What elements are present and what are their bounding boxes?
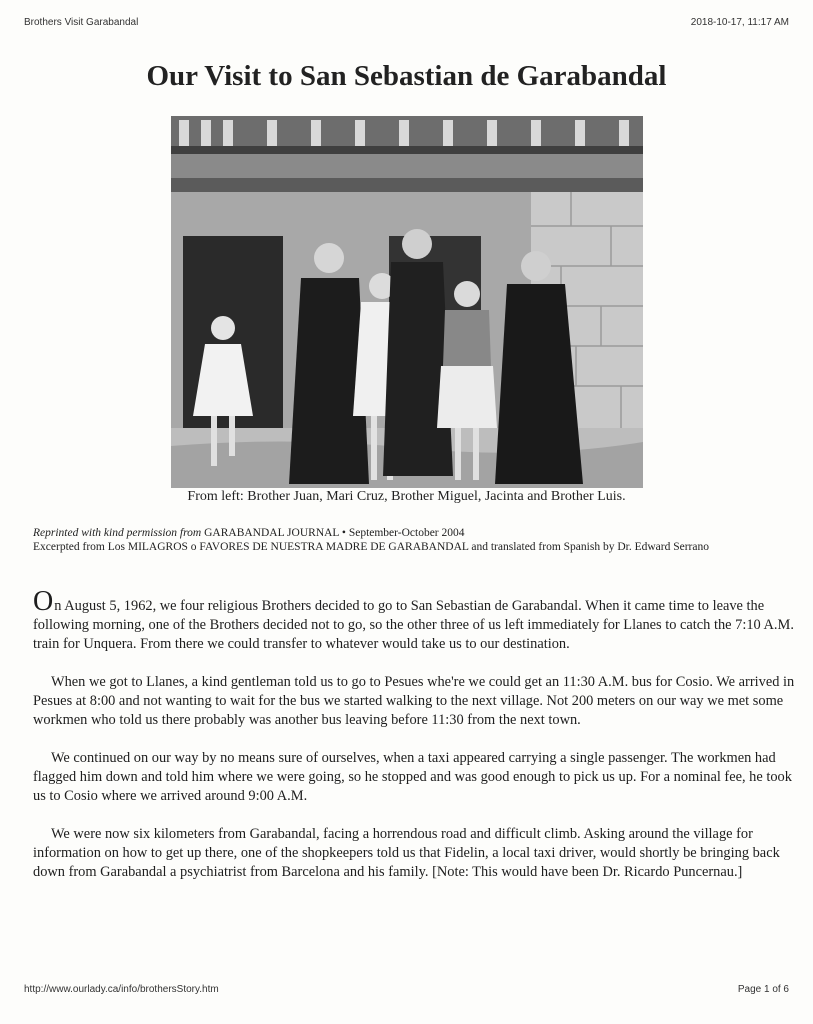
page-title: Our Visit to San Sebastian de Garabandal: [146, 60, 667, 92]
photo-caption: From left: Brother Juan, Mari Cruz, Brother Miguel, Jacinta and Brother Luis.: [187, 489, 626, 504]
footer-url[interactable]: http://www.ourlady.ca/info/brothersStory.htm: [24, 984, 219, 995]
print-footer: [24, 984, 789, 998]
paragraph-4: We were now six kilometers from Garabandal, facing a horrendous road and difficult climb. Asking around the village for information on how to get up there, one of the shopkeepers told us that Fidelin, a local taxi driver, would shortly be bringing back down from Garabandal a psychiatrist from Barcelona and his family. [Note: This would have been Dr. Ricardo Puncernau.]: [33, 826, 780, 880]
reprint-prefix: Reprinted with kind permission from: [33, 527, 202, 539]
reprint-credits: [33, 526, 793, 554]
group-photo-illustration: [171, 116, 643, 488]
journal-issue: September-October 2004: [348, 527, 465, 539]
paragraph-3: We continued on our way by no means sure of ourselves, when a taxi appeared carrying a single passenger. The workmen had flagged him down and told him where we were going, so he stopped and was good enough to pick us up. For a nominal fee, he took us to Cosio where we arrived around 9:00 A.M.: [33, 750, 792, 804]
reprint-line: [33, 526, 793, 540]
bullet-separator: •: [341, 527, 346, 539]
paragraph-1: [33, 586, 795, 654]
paragraph-2: When we got to Llanes, a kind gentleman told us to go to Pesues whe're we could get an 11:30 A.M. bus for Cosio. We arrived in Pesues at 8:00 and not wanting to wait for the bus we started walking to the next village. Not 200 meters on our way we met some workmen who told us there probably was another bus leaving before 11:30 from the next town.: [33, 674, 795, 728]
journal-name: GARABANDAL JOURNAL: [204, 527, 340, 539]
group-photo: [171, 116, 643, 488]
excerpt-line: Excerpted from Los MILAGROS o FAVORES DE NUESTRA MADRE DE GARABANDAL and translated from Spanish by Dr. Edward Serrano: [33, 541, 709, 553]
paragraph-1-text: n August 5, 1962, we four religious Brothers decided to go to San Sebastian de Garabandal. When it came time to leave the following morning, one of the Brothers decided not to go, so the other three of us left immediately for Llanes to catch the 7:10 A.M. train for Unquera. From there we could transfer to whatever would take us to our destination.: [33, 598, 794, 652]
drop-cap: O: [33, 586, 54, 617]
print-header-page-name: Brothers Visit Garabandal: [24, 17, 139, 28]
article-body: [33, 586, 795, 901]
page-number: Page 1 of 6: [737, 984, 789, 995]
print-header: [24, 17, 789, 31]
print-header-timestamp: 2018-10-17, 11:17 AM: [690, 17, 789, 28]
